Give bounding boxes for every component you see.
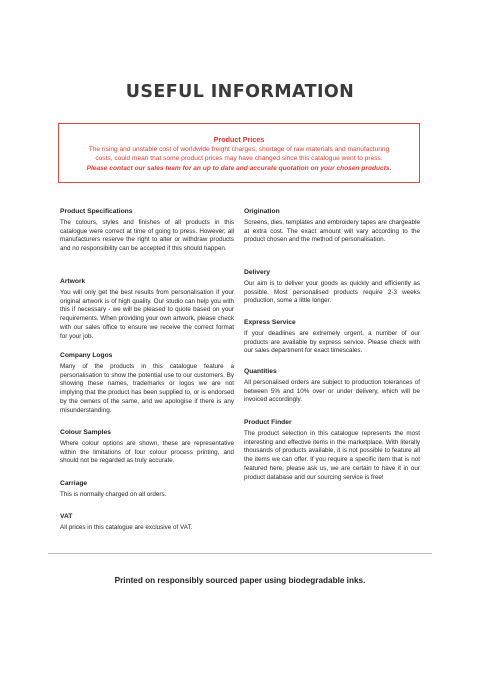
section-company-logos <box>60 351 234 415</box>
section-body: Screens, dies, templates and embroidery tapes are chargeable at extra cost. The exact amount will vary according to the product chosen and the method of personalisation. <box>244 219 420 244</box>
section-heading: Quantities <box>244 368 277 375</box>
section-express-service <box>244 318 420 356</box>
section-heading: Product Finder <box>244 419 292 426</box>
section-body: Where colour options are shown, these are representative within the limitations of four colour process printing, and should not be regarded as truly accurate. <box>60 440 234 465</box>
section-heading: Express Service <box>244 319 296 326</box>
section-heading: Product Specifications <box>60 208 133 215</box>
section-body: If your deadlines are extremely urgent, a number of our products are available by express service. Please check with our sales department for exact timescales. <box>244 330 420 355</box>
section-body: This is normally charged on all orders. <box>60 491 167 498</box>
footer-note: Printed on responsibly sourced paper using biodegradable inks. <box>114 576 366 585</box>
section-heading: Company Logos <box>60 352 113 359</box>
product-prices-notice <box>58 123 420 183</box>
section-quantities <box>244 367 420 405</box>
notice-title: Product Prices <box>213 135 265 144</box>
notice-call-to-action: Please contact our sales team for an up to date and accurate quotation on your chosen products. <box>86 165 392 173</box>
page-title: USEFUL INFORMATION <box>125 82 355 102</box>
section-body: Many of the products in this catalogue feature a personalisation to show the potential use to our customers. By showing these names, trademarks or logos we are not implying that the product has been supplied to, or is endorsed by the owners of the same, and we apologise if there is any misunderstanding. <box>60 363 234 414</box>
section-body: You will only get the best results from personalisation if your original artwork is of high quality. Our studio can help you with this if necessary - we will be pleased to quote based on your requirements. When providing your own artwork, please check with our sales office to ensure we receive the correct format for your job. <box>60 289 234 340</box>
notice-line-1: The rising and unstable cost of worldwide freight charges, shortage of raw materials and manufacturing <box>88 146 390 153</box>
section-heading: Delivery <box>244 269 271 276</box>
section-body: Our aim is to deliver your goods as quickly and efficiently as possible. Most personalised products require 2-3 weeks production, some a little longer. <box>244 280 420 305</box>
section-heading: Artwork <box>60 278 86 285</box>
section-body: All personalised orders are subject to production tolerances of between 5% and 10% over or under delivery, which will be invoiced accordingly. <box>244 379 420 404</box>
section-colour-samples <box>60 428 234 466</box>
section-heading: Colour Samples <box>60 429 111 436</box>
section-body: All prices in this catalogue are exclusive of VAT. <box>60 524 193 531</box>
section-product-specifications <box>60 207 234 254</box>
section-vat <box>60 512 234 533</box>
section-heading: VAT <box>60 513 73 520</box>
section-carriage <box>60 479 234 500</box>
section-delivery <box>244 268 420 306</box>
section-heading: Carriage <box>60 480 88 487</box>
section-origination <box>244 207 420 245</box>
section-artwork <box>60 277 234 341</box>
section-body: The colours, styles and finishes of all products in this catalogue were correct at time of going to press. However, all manufacturers reserve the right to alter or withdraw products and no responsibility can be accepted if this should happen. <box>60 219 234 253</box>
footer-divider <box>48 553 432 554</box>
section-body: The product selection in this catalogue represents the most interesting and effective items in the marketplace. With literally thousands of products available, it is not possible to feature all the items we can offer. If you require a specific item that is not featured here, please ask us, we are certain to have it in our product database and our sourcing service is free! <box>244 430 420 481</box>
notice-line-2: costs, could mean that some product prices may have changed since this catalogue went to press. <box>95 155 383 163</box>
section-heading: Origination <box>244 208 280 215</box>
section-product-finder <box>244 418 420 482</box>
